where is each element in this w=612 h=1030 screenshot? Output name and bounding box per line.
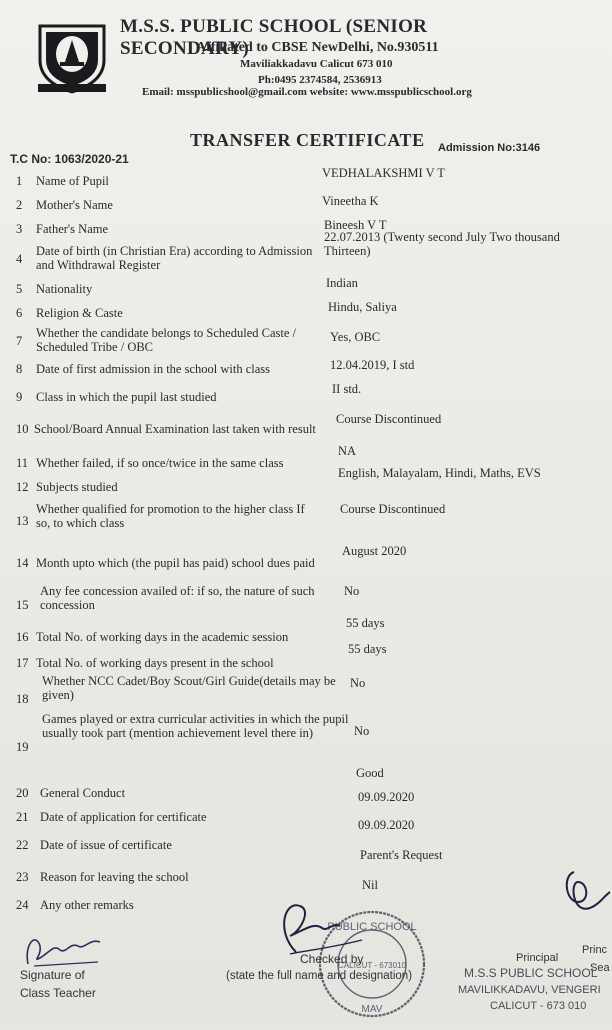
field-value: 09.09.2020 <box>358 818 415 832</box>
teacher-signature-label-line2: Class Teacher <box>20 986 96 1000</box>
teacher-signature-label-line1: Signature of <box>20 968 85 982</box>
field-value: No <box>350 676 366 690</box>
school-phone: Ph:0495 2374584, 2536913 <box>258 74 382 86</box>
school-crest-logo <box>32 16 112 96</box>
principal-stamp-line3: CALICUT - 673 010 <box>490 1000 587 1012</box>
field-number: 13 <box>16 514 29 528</box>
field-value: 55 days <box>348 642 387 656</box>
principal-stamp-line1: M.S.S PUBLIC SCHOOL <box>464 966 598 980</box>
seal-label-cut: Sea <box>590 962 610 974</box>
field-label: Date of birth (in Christian Era) according to Admission and Withdrawal Register <box>36 244 313 272</box>
field-label: Religion & Caste <box>36 306 123 320</box>
field-number: 17 <box>16 656 29 670</box>
field-label: Any fee concession availed of: if so, the nature of such concession <box>40 584 315 612</box>
field-number: 1 <box>16 174 23 188</box>
field-label: Month upto which (the pupil has paid) school dues paid <box>36 556 315 570</box>
field-number: 24 <box>16 898 29 912</box>
principal-label: Principal <box>516 952 559 964</box>
field-label: Reason for leaving the school <box>40 870 189 884</box>
principal-label-cut: Princ <box>582 944 608 956</box>
field-label: Mother's Name <box>36 198 113 212</box>
document-title: TRANSFER CERTIFICATE <box>190 130 425 150</box>
field-number: 14 <box>16 556 29 570</box>
field-number: 2 <box>16 198 23 212</box>
seal-text-bottom: MAV <box>361 1004 383 1015</box>
field-number: 23 <box>16 870 29 884</box>
field-value: 55 days <box>346 616 385 630</box>
field-number: 15 <box>16 598 29 612</box>
field-number: 18 <box>16 692 29 706</box>
field-label: Total No. of working days present in the school <box>36 656 274 670</box>
field-value: Hindu, Saliya <box>328 300 397 314</box>
field-value: Parent's Request <box>360 848 443 862</box>
field-value: Yes, OBC <box>330 330 381 344</box>
field-number: 7 <box>16 334 23 348</box>
school-address: Maviliakkadavu Calicut 673 010 <box>240 58 393 70</box>
field-label: Whether failed, if so once/twice in the same class <box>36 456 284 470</box>
field-number: 9 <box>16 390 23 404</box>
field-number: 20 <box>16 786 29 800</box>
field-number: 8 <box>16 362 23 376</box>
field-value: Indian <box>326 276 358 290</box>
field-number: 21 <box>16 810 29 824</box>
field-label: Subjects studied <box>36 480 118 494</box>
field-value: NA <box>338 444 357 458</box>
field-label: Name of Pupil <box>36 174 109 188</box>
seal-text-mid: CALICUT - 673010 <box>338 961 406 970</box>
field-label: General Conduct <box>40 786 126 800</box>
field-label: Whether NCC Cadet/Boy Scout/Girl Guide(details may be given) <box>42 674 336 702</box>
tc-number: T.C No: 1063/2020-21 <box>10 152 129 166</box>
field-label: Total No. of working days in the academic session <box>36 630 289 644</box>
field-number: 12 <box>16 480 29 494</box>
field-number: 5 <box>16 282 23 296</box>
field-number: 10 <box>16 422 29 436</box>
field-label: Any other remarks <box>40 898 134 912</box>
field-value: Course Discontinued <box>340 502 446 516</box>
field-value: Bineesh V T <box>324 218 387 232</box>
school-contact: Email: msspublicshool@gmail.com website: www.msspublicschool.org <box>142 86 472 98</box>
field-value: 22.07.2013 (Twenty second July Two thousand Thirteen) <box>324 230 560 258</box>
field-value: No <box>354 724 370 738</box>
field-value: Course Discontinued <box>336 412 442 426</box>
field-value: Good <box>356 766 384 780</box>
field-label: Games played or extra curricular activities in which the pupil usually took part (mention achievement level there in) <box>42 712 349 740</box>
school-affiliation: Affiliated to CBSE NewDelhi, No.930511 <box>196 40 439 55</box>
field-number: 4 <box>16 252 23 266</box>
field-number: 16 <box>16 630 29 644</box>
field-number: 22 <box>16 838 29 852</box>
field-value: Nil <box>362 878 378 892</box>
field-label: School/Board Annual Examination last taken with result <box>34 422 316 436</box>
field-value: II std. <box>332 382 362 396</box>
field-label: Father's Name <box>36 222 109 236</box>
field-value: VEDHALAKSHMI V T <box>322 166 445 180</box>
field-value: 09.09.2020 <box>358 790 415 804</box>
field-value: No <box>344 584 360 598</box>
field-label: Whether qualified for promotion to the higher class If so, to which class <box>36 502 305 530</box>
field-label: Date of first admission in the school with class <box>36 362 270 376</box>
field-label: Whether the candidate belongs to Scheduled Caste / Scheduled Tribe / OBC <box>36 326 296 354</box>
field-label: Class in which the pupil last studied <box>36 390 217 404</box>
class-teacher-signature <box>20 924 110 974</box>
field-label: Date of application for certificate <box>40 810 207 824</box>
field-number: 3 <box>16 222 23 236</box>
field-label: Date of issue of certificate <box>40 838 172 852</box>
admission-number: Admission No:3146 <box>438 142 541 154</box>
school-name: M.S.S. PUBLIC SCHOOL (SENIOR SECONDARY) <box>120 16 428 59</box>
checked-by-note: (state the full name and designation) <box>226 970 413 982</box>
field-number: 11 <box>16 456 29 470</box>
field-number: 19 <box>16 740 29 754</box>
seal-text-top: PUBLIC SCHOOL <box>327 921 417 933</box>
field-value: 12.04.2019, I std <box>330 358 415 372</box>
field-number: 6 <box>16 306 23 320</box>
principal-stamp-line2: MAVILIKKADAVU, VENGERI <box>458 984 601 996</box>
principal-signature <box>560 862 612 922</box>
checked-by-label: Checked by <box>300 952 364 966</box>
field-value: English, Malayalam, Hindi, Maths, EVS <box>338 466 541 480</box>
field-value: August 2020 <box>342 544 407 558</box>
field-label: Nationality <box>36 282 93 296</box>
field-value: Vineetha K <box>322 194 379 208</box>
